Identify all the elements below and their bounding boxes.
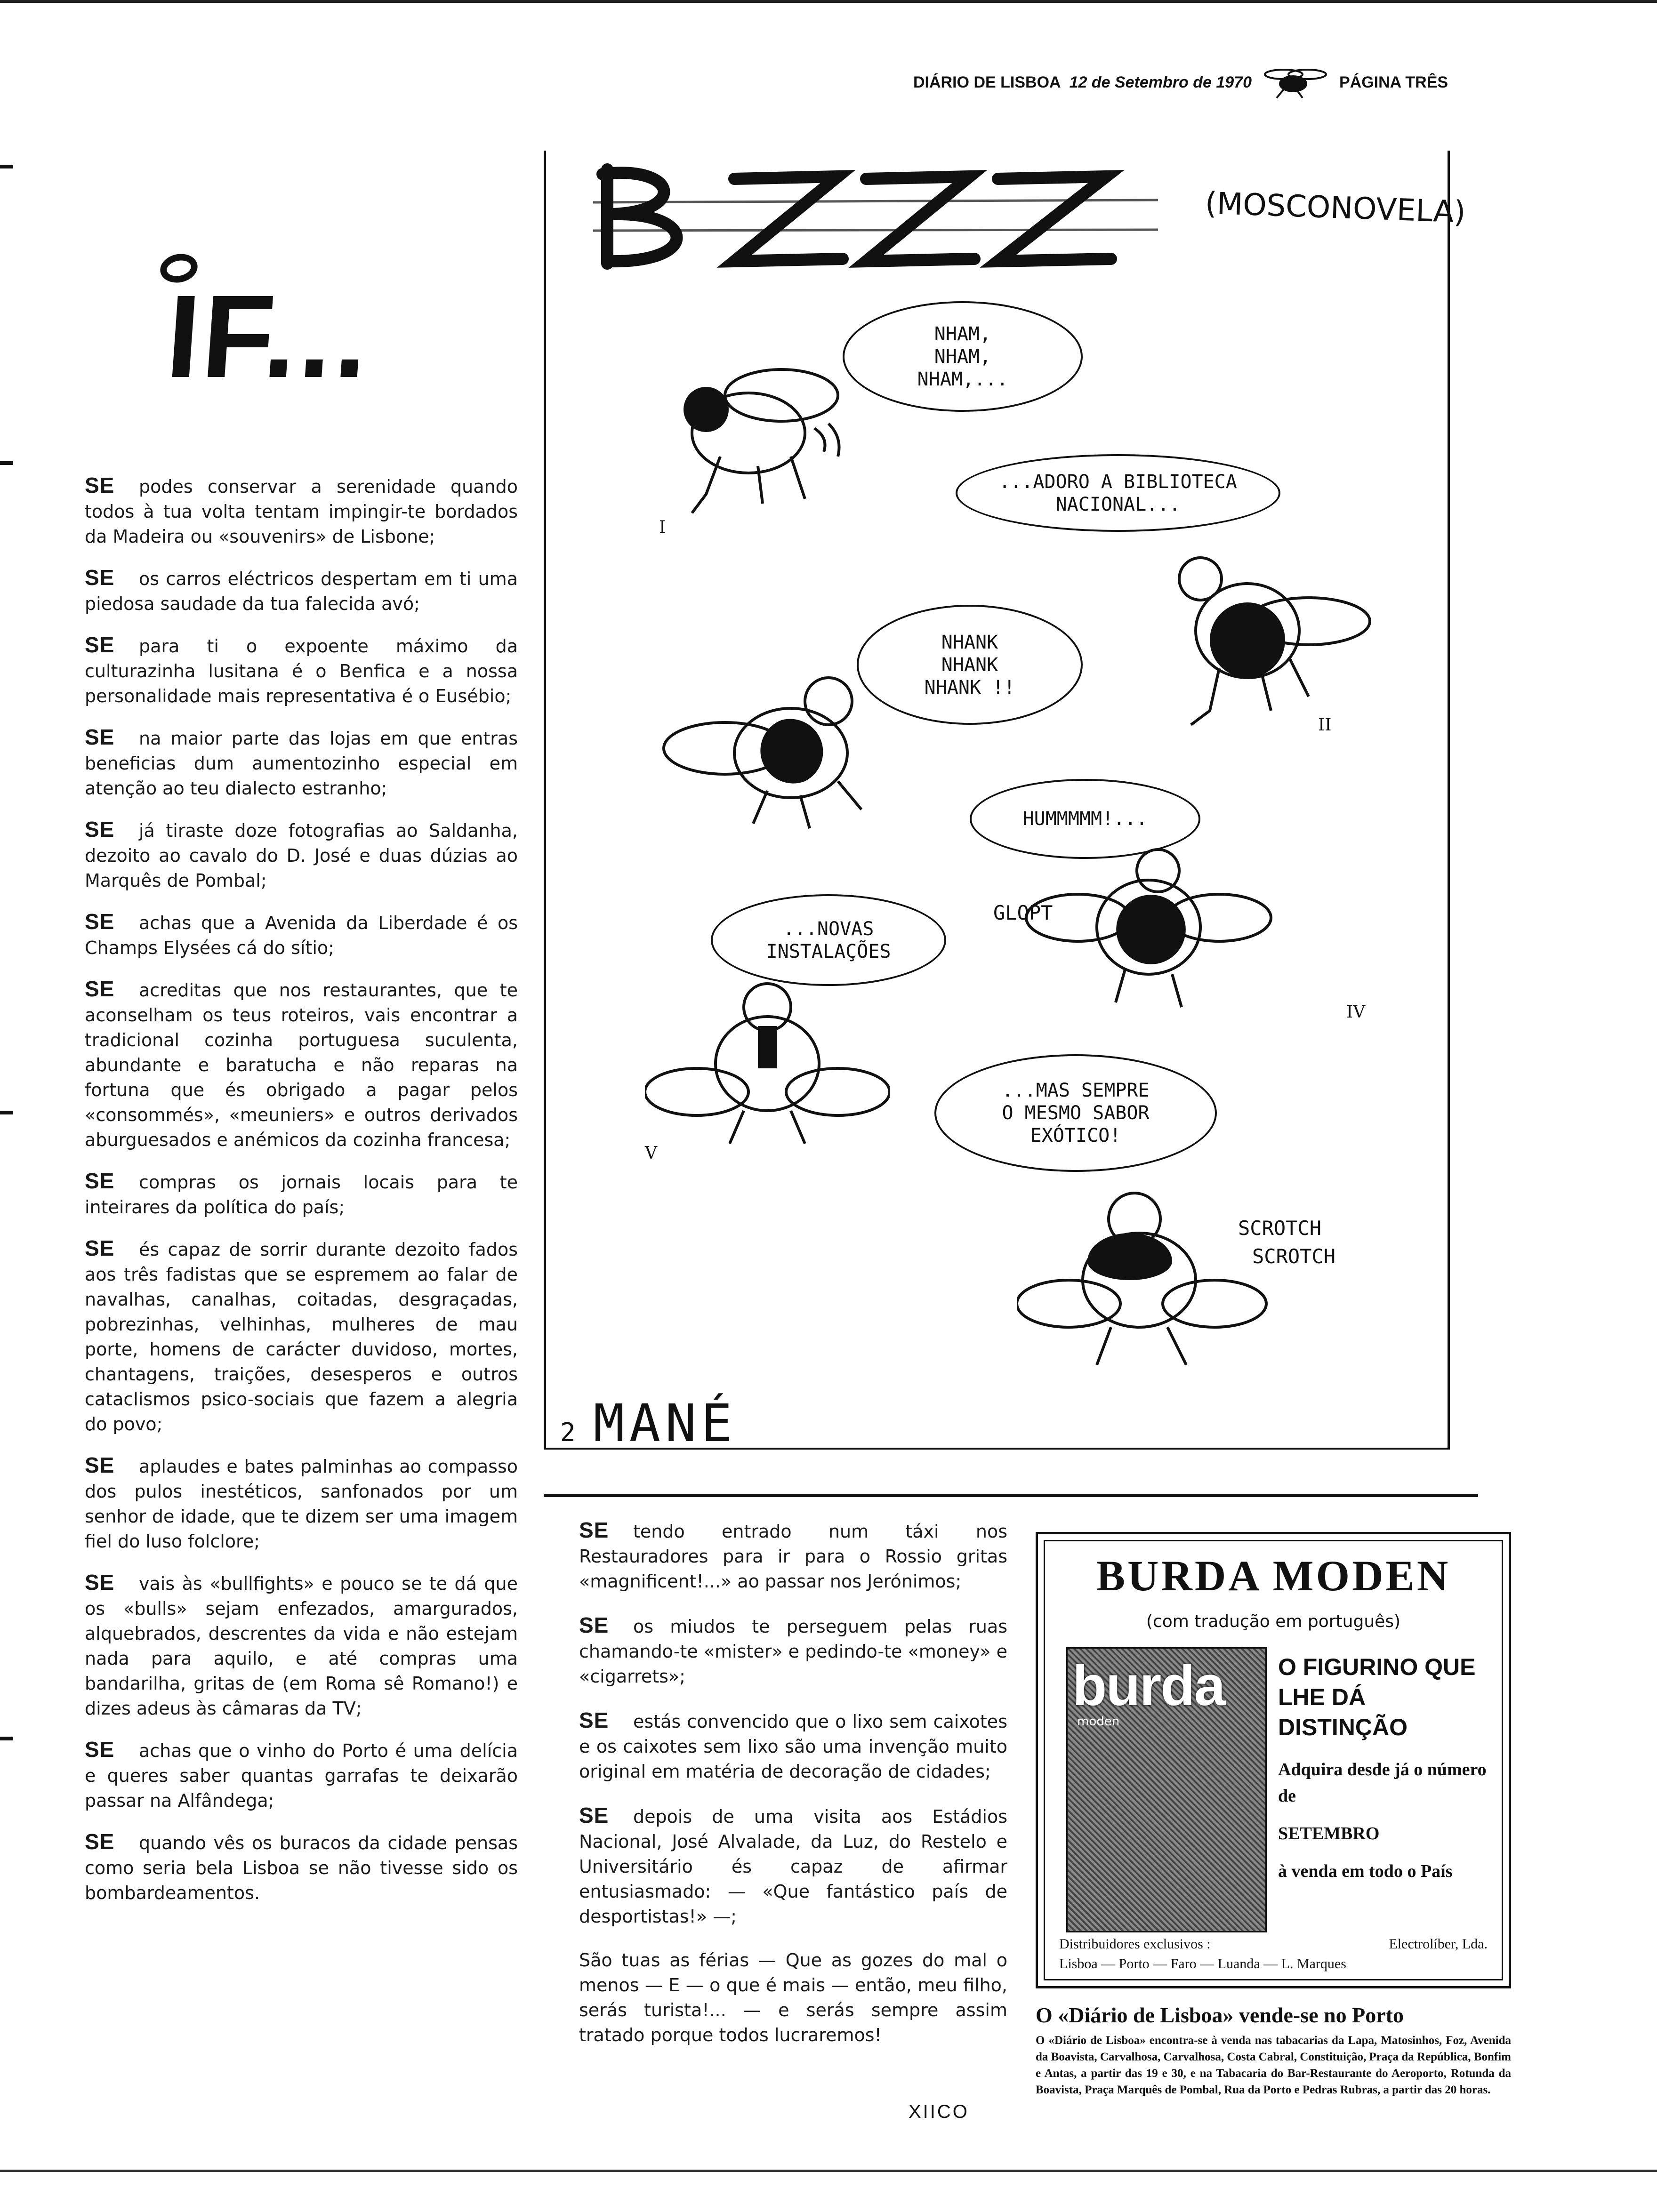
magazine-small-label: moden: [1077, 1715, 1120, 1729]
se-label: SE: [85, 909, 115, 934]
se-paragraph: [85, 1236, 518, 1437]
fly-illustration: [645, 970, 890, 1158]
dist-label: Distribuidores exclusivos :: [1059, 1936, 1211, 1952]
se-paragraph: [85, 725, 518, 801]
se-label: SE: [85, 1737, 115, 1762]
if-column-continued: [579, 1518, 1007, 2048]
speech-bubble: NHANK NHANK NHANK !!: [857, 605, 1083, 725]
se-text: és capaz de sorrir durante dezoito fados aos três fadistas que se espremem ao falar de navalhas, canalhas, coitadas, desgraçadas, pobrezinhas, velhinhas, mulheres de mau porte, homens de carácter duvidoso, mortes, chantagens, traições, desesperos e outros cataclismos psico-sociais que fazem a alegria do povo;: [85, 1239, 518, 1435]
fly-icon: [1260, 66, 1331, 99]
artist-name: MANÉ: [593, 1393, 737, 1453]
sales-notice: [1036, 2003, 1511, 2098]
ad-distributors: [1059, 1934, 1488, 1974]
se-label: SE: [85, 633, 115, 657]
se-label: SE: [579, 1708, 609, 1732]
ad-month: SETEMBRO: [1278, 1824, 1380, 1843]
fly-illustration: [1111, 541, 1375, 739]
fly-illustration: [650, 344, 876, 527]
se-text: podes conservar a serenidade quando todos à tua volta tentam impingir-te bordados da Madeira ou «souvenirs» de Lisbone;: [85, 476, 518, 547]
dist-name: Electrolíber, Lda.: [1389, 1936, 1488, 1952]
se-paragraph: [85, 909, 518, 961]
artist-signature: [560, 1393, 737, 1453]
se-label: SE: [85, 1570, 115, 1595]
se-paragraph: [579, 1518, 1007, 1594]
ad-title: BURDA MODEN: [1096, 1552, 1451, 1600]
se-paragraph: [85, 1737, 518, 1813]
margin-mark: [0, 1111, 13, 1114]
se-text: aplaudes e bates palminhas ao compasso dos pulos inestéticos, sanfonados por um senhor de idade, que te dizem ser uma imagem fiel do luso folclore;: [85, 1456, 518, 1552]
ad-subtitle: (com tradução em português): [1146, 1612, 1401, 1631]
logo-text: IF...: [162, 271, 376, 402]
se-label: SE: [85, 1236, 115, 1260]
se-text: para ti o expoente máximo da culturazinha lusitana é o Benfica e a nossa personalidade mais representativa é o Eusébio;: [85, 636, 518, 706]
margin-mark: [0, 461, 13, 465]
sound-effect: GLOPT: [993, 901, 1053, 924]
column-signature: XIICO: [909, 2101, 969, 2122]
ad-copy: [1278, 1652, 1495, 1896]
se-paragraph: [85, 817, 518, 893]
if-logo: [141, 245, 405, 405]
se-paragraph: [85, 1453, 518, 1554]
speech-bubble: ...MAS SEMPRE O MESMO SABOR EXÓTICO!: [934, 1054, 1217, 1172]
top-rule: [0, 0, 1657, 3]
artist-number: 2: [560, 1418, 580, 1447]
fly-illustration: [1017, 1167, 1280, 1379]
se-label: SE: [85, 565, 115, 590]
se-label: SE: [85, 1829, 115, 1854]
se-paragraph: [85, 1169, 518, 1220]
dist-cities: Lisboa — Porto — Faro — Luanda — L. Marques: [1059, 1956, 1346, 1972]
fly-illustration: [659, 649, 904, 833]
se-text: achas que a Avenida da Liberdade é os Champs Elysées cá do sítio;: [85, 913, 518, 958]
se-paragraph: [579, 1613, 1007, 1689]
se-label: SE: [85, 817, 115, 842]
ad-line: à venda em todo o País: [1278, 1861, 1453, 1881]
se-paragraph: [85, 473, 518, 549]
paper-name: DIÁRIO DE LISBOA: [913, 73, 1061, 91]
panel-number: II: [1318, 715, 1332, 735]
se-paragraph: [85, 565, 518, 617]
speech-bubble: NHAM, NHAM, NHAM,...: [843, 301, 1083, 412]
sound-effect: SCROTCH: [1238, 1217, 1322, 1240]
se-paragraph: [85, 977, 518, 1153]
se-label: SE: [85, 725, 115, 749]
se-text: estás convencido que o lixo sem caixotes e os caixotes sem lixo são uma invenção muito original em matéria de decoração de cidades;: [579, 1711, 1007, 1782]
se-label: SE: [85, 1169, 115, 1193]
magazine-logo: burda: [1072, 1654, 1225, 1717]
fly-illustration: [1022, 838, 1276, 1017]
se-paragraph: [579, 1708, 1007, 1784]
se-paragraph: [579, 1803, 1007, 1929]
se-paragraph: [85, 633, 518, 709]
se-text: tendo entrado num táxi nos Restauradores para ir para o Rossio gritas «magnificent!...» ao passar nos Jerónimos;: [579, 1521, 1007, 1592]
se-label: SE: [579, 1613, 609, 1637]
notice-title: O «Diário de Lisboa» vende-se no Porto: [1036, 2003, 1404, 2027]
closing-paragraph: São tuas as férias — Que as gozes do mal o menos — E — o que é mais — então, meu filho, serás turista!... — e serás sempre assim tratado porque todos lucraremos!: [579, 1950, 1007, 2045]
se-label: SE: [85, 1453, 115, 1477]
speech-bubble: HUMMMMM!...: [970, 779, 1200, 859]
se-text: vais às «bullfights» e pouco se te dá que os «bulls» sejam enfezados, amargurados, alquebrados, descrentes da vida e não estejam nada para aquilo, e até compras uma bandarilha, gritas de (em Roma sê Romano!) e dizes adeus às câmaras da TV;: [85, 1573, 518, 1719]
se-label: SE: [579, 1518, 609, 1542]
burda-advertisement: [1036, 1532, 1511, 1988]
issue-date: 12 de Setembro de 1970: [1069, 73, 1252, 91]
se-label: SE: [579, 1803, 609, 1827]
comic-subtitle: (MOSCONOVELA): [1204, 186, 1466, 230]
se-text: acreditas que nos restaurantes, que te aconselham os teus roteiros, vais encontrar a tradicional cozinha portuguesa suculenta, abundante e baratucha e não reparas na fortuna que és obrigado a pagar pelos «consommés», «meuniers» e outros derivados aburguesados e anémicos da cozinha francesa;: [85, 980, 518, 1150]
se-label: SE: [85, 977, 115, 1001]
page-header: [913, 66, 1520, 99]
panel-number: V: [645, 1144, 657, 1163]
panel-number: I: [659, 518, 666, 537]
speech-bubble: ...ADORO A BIBLIOTECA NACIONAL...: [956, 454, 1280, 532]
se-paragraph: [85, 1570, 518, 1721]
se-text: os carros eléctricos despertam em ti uma piedosa saudade da tua falecida avó;: [85, 569, 518, 614]
page-label: PÁGINA TRÊS: [1339, 73, 1448, 91]
notice-body: O «Diário de Lisboa» encontra-se à venda nas tabacarias da Lapa, Matosinhos, Foz, Avenida da Boavista, Carvalhosa, Carvalhosa, Costa Cabral, Constituição, Praça da República, Bonfim e Antas, a partir das 19 e 30, e na Tabacaria do Bar-Restaurante do Aeroporto, Rotunda da Boavista, Praça Marquês de Pombal, Rua da Porto e Pedras Rubras, a partir das 20 horas.: [1036, 2034, 1511, 2096]
se-text: achas que o vinho do Porto é uma delícia e queres saber quantas garrafas te deixarão passar na Alfândega;: [85, 1740, 518, 1811]
margin-mark: [0, 1737, 13, 1740]
ad-headline: O FIGURINO QUE LHE DÁ DISTINÇÃO: [1278, 1654, 1476, 1740]
se-text: compras os jornais locais para te inteirares da política do país;: [85, 1172, 518, 1218]
speech-bubble: ...NOVAS INSTALAÇÕES: [711, 894, 946, 986]
ad-line: Adquira desde já o número de: [1278, 1760, 1487, 1806]
se-text: na maior parte das lojas em que entras beneficias dum aumentozinho especial em atenção ao teu dialecto estranho;: [85, 728, 518, 799]
comic-title-lettering: [593, 155, 1205, 278]
margin-mark: [0, 165, 13, 168]
bottom-rule: [0, 2170, 1657, 2172]
se-text: já tiraste doze fotografias ao Saldanha, dezoito ao cavalo do D. José e duas dúzias ao Marquês de Pombal;: [85, 820, 518, 891]
se-text: depois de uma visita aos Estádios Nacional, José Alvalade, da Luz, do Restelo e Universitário és capaz de afirmar entusiasmado: — «Que fantástico país de desportistas!» —;: [579, 1806, 1007, 1927]
section-divider: [544, 1494, 1478, 1497]
sound-effect: SCROTCH: [1252, 1245, 1336, 1268]
se-text: os miudos te perseguem pelas ruas chamando-te «mister» e pedindo-te «money» e «cigarrets»;: [579, 1616, 1008, 1687]
se-label: SE: [85, 473, 115, 497]
se-text: quando vês os buracos da cidade pensas como seria bela Lisboa se não tivesse sido os bombardeamentos.: [85, 1833, 518, 1903]
if-column-left: [85, 473, 518, 1922]
magazine-cover-image: [1066, 1647, 1267, 1932]
panel-number: IV: [1346, 1002, 1366, 1022]
se-paragraph: [85, 1829, 518, 1906]
